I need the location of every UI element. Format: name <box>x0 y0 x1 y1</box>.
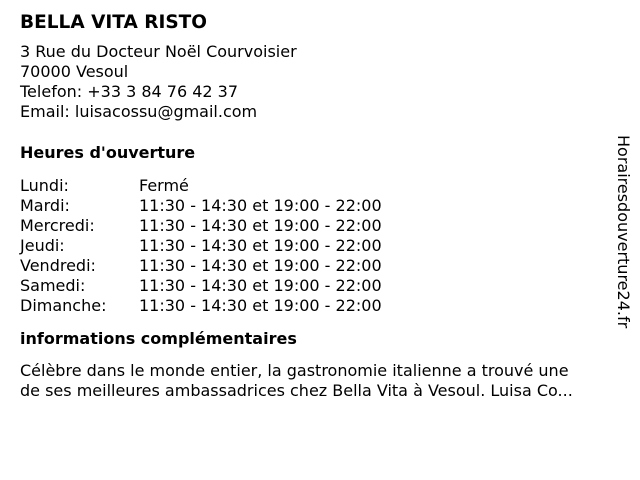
hours-day: Mardi: <box>20 196 70 215</box>
opening-hours-table <box>20 176 610 316</box>
hours-time: 11:30 - 14:30 et 19:00 - 22:00 <box>139 276 382 295</box>
address-city: 70000 Vesoul <box>20 62 129 81</box>
hours-day: Lundi: <box>20 176 69 195</box>
hours-row <box>20 236 610 256</box>
hours-day: Mercredi: <box>20 216 95 235</box>
opening-hours-heading: Heures d'ouverture <box>20 143 196 162</box>
hours-row <box>20 296 610 316</box>
business-card <box>20 10 610 401</box>
hours-day: Dimanche: <box>20 296 107 315</box>
hours-time: 11:30 - 14:30 et 19:00 - 22:00 <box>139 236 382 255</box>
hours-row <box>20 276 610 296</box>
phone-number: Telefon: +33 3 84 76 42 37 <box>20 82 239 101</box>
hours-row <box>20 196 610 216</box>
contact-block <box>20 42 610 122</box>
additional-info-heading: informations complémentaires <box>20 329 297 348</box>
description-line-2: de ses meilleures ambassadrices chez Bella Vita à Vesoul. Luisa Co... <box>20 381 573 400</box>
email-address: Email: luisacossu@gmail.com <box>20 102 258 121</box>
hours-time: 11:30 - 14:30 et 19:00 - 22:00 <box>139 296 382 315</box>
hours-time: 11:30 - 14:30 et 19:00 - 22:00 <box>139 196 382 215</box>
hours-time: 11:30 - 14:30 et 19:00 - 22:00 <box>139 216 382 235</box>
hours-row <box>20 216 610 236</box>
hours-time: 11:30 - 14:30 et 19:00 - 22:00 <box>139 256 382 275</box>
description-line-1: Célèbre dans le monde entier, la gastronomie italienne a trouvé une <box>20 361 569 380</box>
site-watermark: Horairesdouverture24.fr <box>614 135 633 329</box>
hours-day: Jeudi: <box>20 236 65 255</box>
hours-row <box>20 176 610 196</box>
hours-time: Fermé <box>139 176 189 195</box>
description <box>20 361 620 401</box>
hours-day: Vendredi: <box>20 256 96 275</box>
address-street: 3 Rue du Docteur Noël Courvoisier <box>20 42 297 61</box>
hours-row <box>20 256 610 276</box>
hours-day: Samedi: <box>20 276 86 295</box>
business-name: BELLA VITA RISTO <box>20 12 208 33</box>
